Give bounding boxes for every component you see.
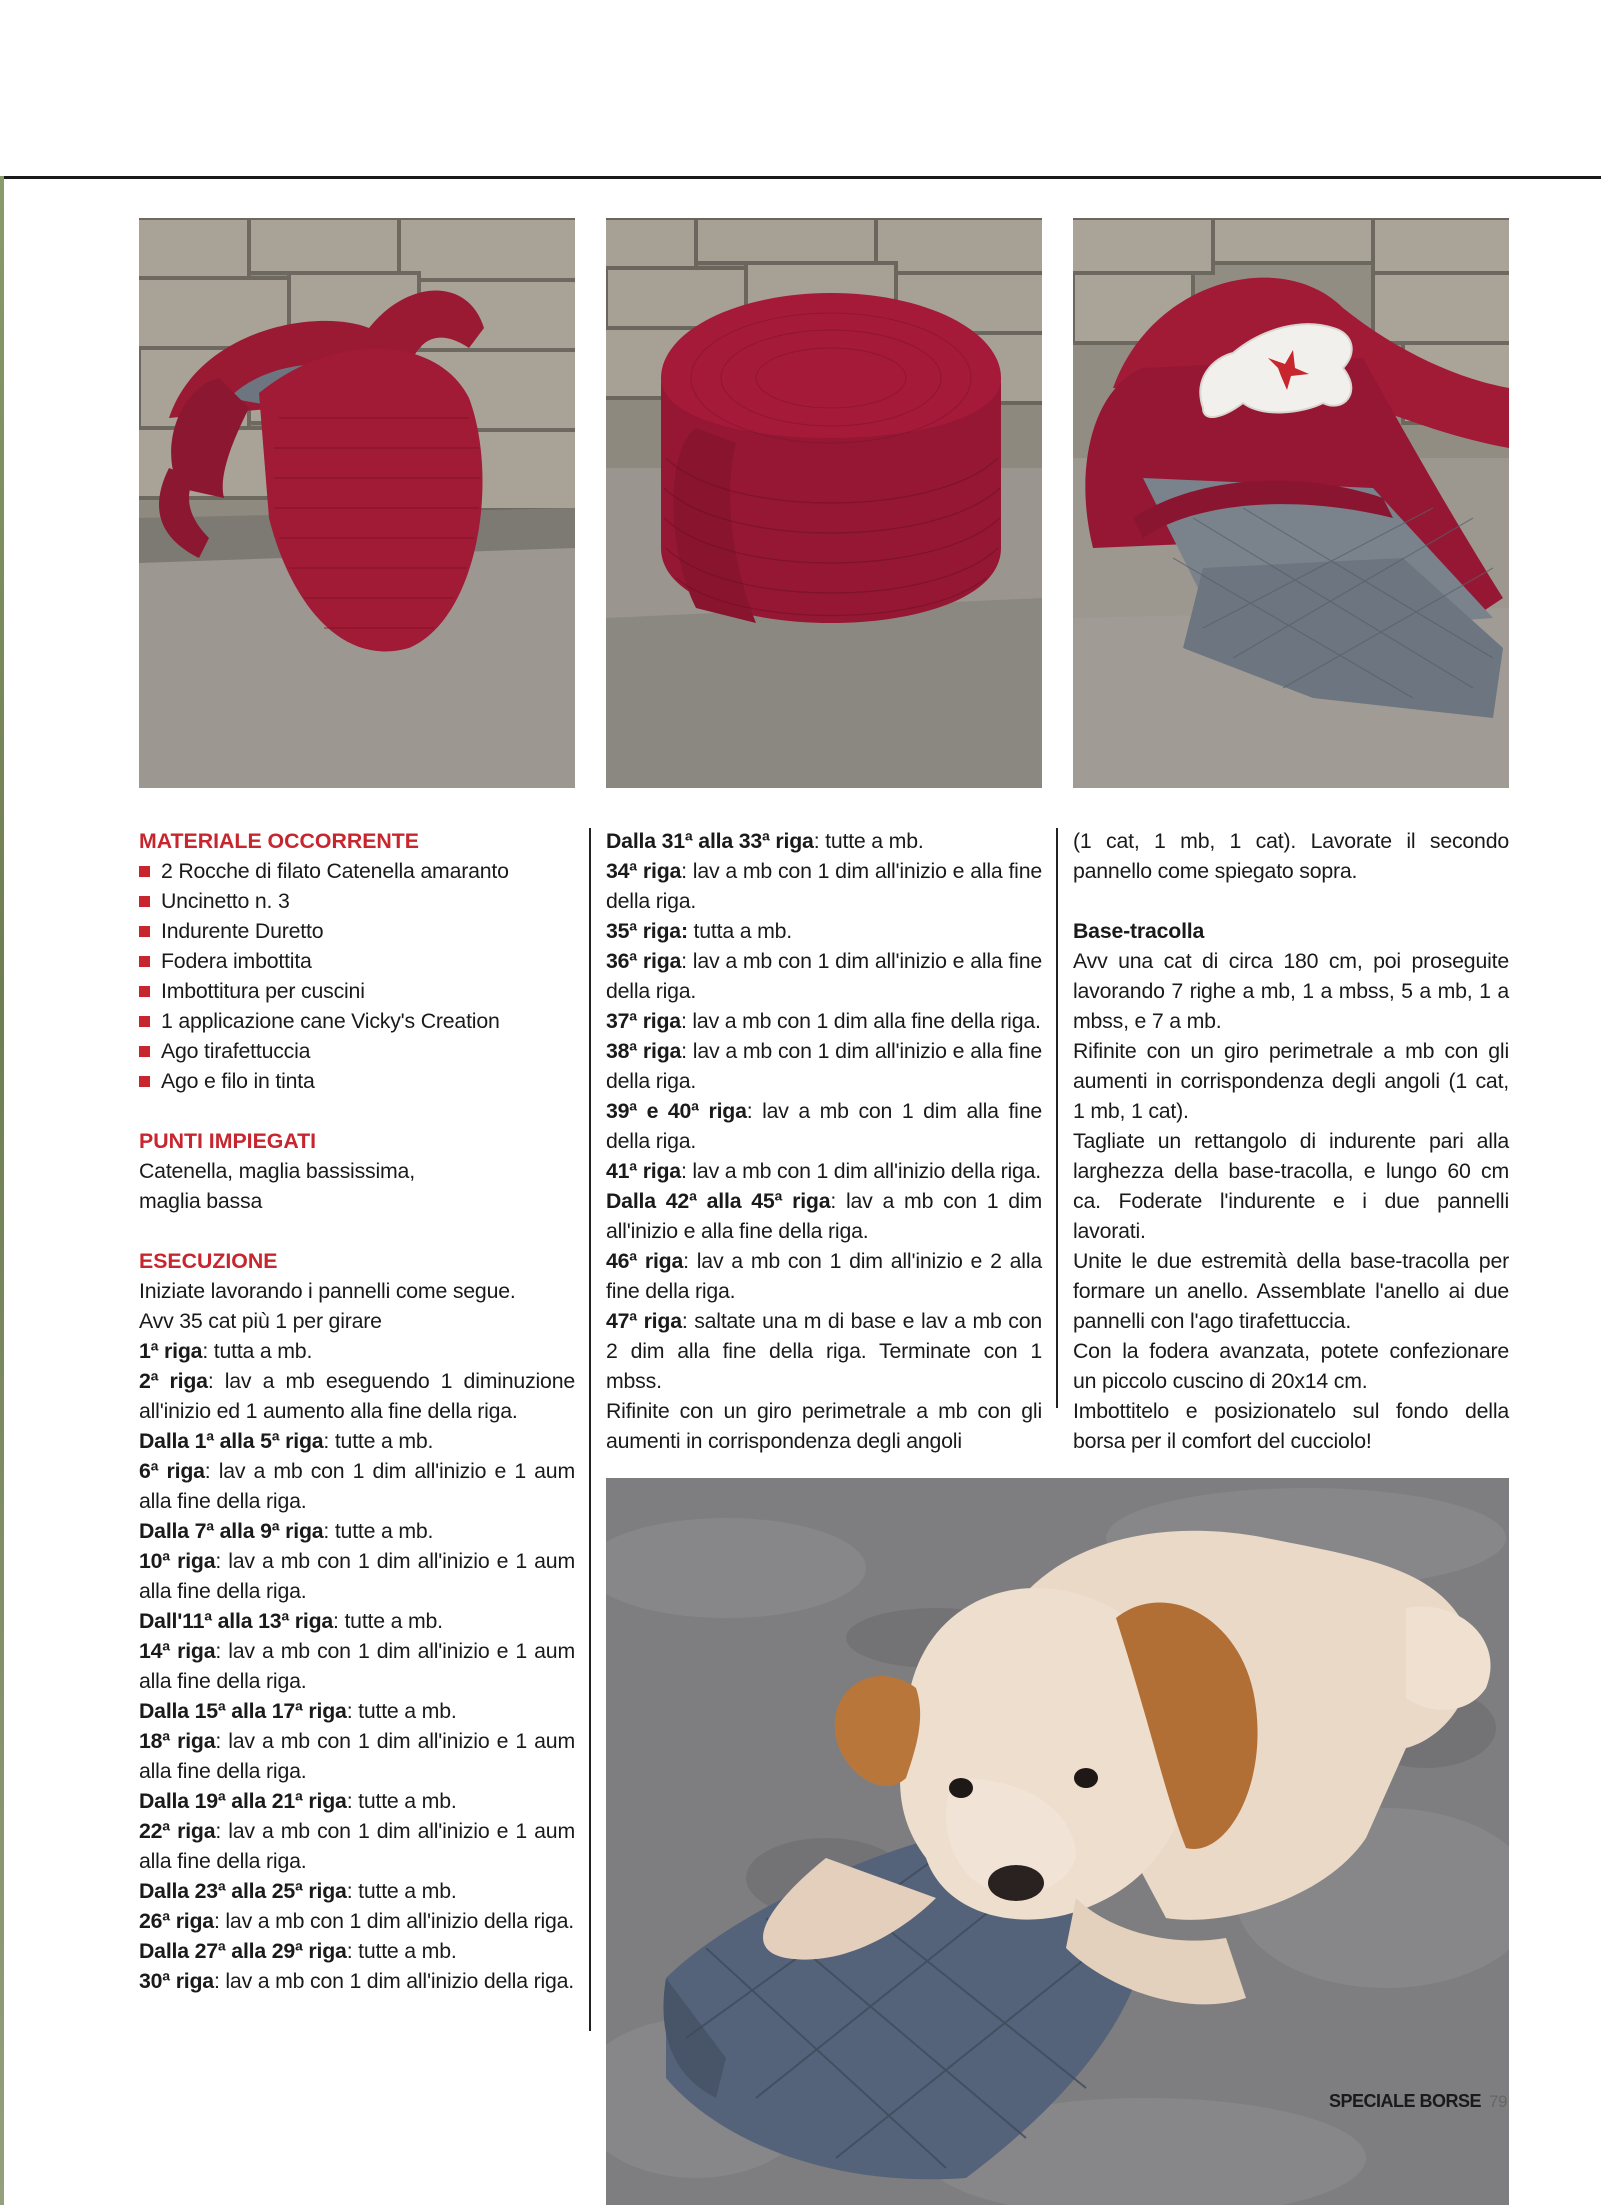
row-text: : tutte a mb.	[813, 829, 924, 853]
row-text: : lav a mb con 1 dim all'inizio e alla fine della riga.	[606, 949, 1042, 1003]
row-instruction	[139, 1966, 575, 1996]
row-instruction	[139, 1906, 575, 1936]
row-text: : lav a mb con 1 dim all'inizio della riga.	[680, 1159, 1042, 1183]
row-label: 35ª riga:	[606, 919, 688, 943]
row-instruction	[139, 1426, 575, 1456]
row-label: Dalla 27ª alla 29ª riga	[139, 1939, 347, 1963]
row-text: : tutte a mb.	[346, 1939, 457, 1963]
row-text: : tutte a mb.	[346, 1789, 457, 1813]
row-text: : tutte a mb.	[346, 1879, 457, 1903]
photo-bag-base	[606, 218, 1042, 788]
row-label: 36ª riga	[606, 949, 682, 973]
row-instruction	[606, 1006, 1042, 1036]
paragraph: Imbottitelo e posizionatelo sul fondo della borsa per il comfort del cucciolo!	[1073, 1399, 1509, 1453]
row-instruction	[139, 1456, 575, 1516]
row-instruction	[139, 1696, 575, 1726]
column-1	[139, 826, 575, 1996]
row-text: : saltate una m di base e lav a mb con 2 dim alla fine della riga. Terminate con 1 mbss.	[606, 1309, 1042, 1393]
column-3	[1073, 826, 1509, 1456]
row-text: : lav a mb con 1 dim alla fine della riga.	[606, 1099, 1042, 1153]
row-instruction	[139, 1876, 575, 1906]
row-label: 10ª riga	[139, 1549, 216, 1573]
paragraph: Unite le due estremità della base-tracolla per formare un anello. Assemblate l'anello ai due pannelli con l'ago tirafettuccia.	[1073, 1249, 1509, 1333]
finish-instruction: Rifinite con un giro perimetrale a mb con gli aumenti in corrispondenza degli angoli	[606, 1399, 1042, 1453]
row-instruction	[139, 1816, 575, 1876]
row-text: : lav a mb con 1 dim alla fine della riga.	[680, 1009, 1041, 1033]
row-label: 14ª riga	[139, 1639, 216, 1663]
paragraph: Tagliate un rettangolo di indurente pari alla larghezza della base-tracolla, e lungo 60 cm ca. Foderate l'indurente e i due pannelli lavorati.	[1073, 1129, 1509, 1243]
row-label: 22ª riga	[139, 1819, 216, 1843]
row-text: : lav a mb con 1 dim all'inizio e 1 aum alla fine della riga.	[139, 1819, 575, 1873]
row-text: : lav a mb con 1 dim all'inizio e 1 aum alla fine della riga.	[139, 1639, 575, 1693]
row-text: : lav a mb eseguendo 1 diminuzione all'inizio ed 1 aumento alla fine della riga.	[139, 1369, 575, 1423]
stitches-text: Catenella, maglia bassissima,	[139, 1159, 415, 1183]
material-item: Fodera imbottita	[139, 946, 575, 976]
row-label: Dalla 31ª alla 33ª riga	[606, 829, 814, 853]
column-rule-1	[589, 828, 591, 2031]
row-label: Dalla 42ª alla 45ª riga	[606, 1189, 831, 1213]
stitches-heading: PUNTI IMPIEGATI	[139, 1129, 317, 1153]
row-text: : tutte a mb.	[346, 1699, 457, 1723]
row-instruction	[139, 1366, 575, 1426]
row-instruction	[606, 1246, 1042, 1306]
row-instruction	[139, 1936, 575, 1966]
page-number: 79	[1489, 2092, 1507, 2111]
execution-intro: Avv 35 cat più 1 per girare	[139, 1309, 382, 1333]
row-text: : lav a mb con 1 dim all'inizio della riga.	[213, 1969, 575, 1993]
row-label: 30ª riga	[139, 1969, 214, 1993]
row-label: 39ª e 40ª riga	[606, 1099, 747, 1123]
row-text: : tutte a mb.	[323, 1519, 434, 1543]
row-text: : lav a mb con 1 dim all'inizio e 1 aum alla fine della riga.	[139, 1729, 575, 1783]
row-label: 26ª riga	[139, 1909, 214, 1933]
row-label: 47ª riga	[606, 1309, 682, 1333]
photo-bag-open	[1073, 218, 1509, 788]
row-instruction	[606, 916, 1042, 946]
column-2	[606, 826, 1042, 1456]
row-text: : lav a mb con 1 dim all'inizio e alla fine della riga.	[606, 1189, 1042, 1243]
row-text: : lav a mb con 1 dim all'inizio e alla fine della riga.	[606, 859, 1042, 913]
paragraph: Avv una cat di circa 180 cm, poi proseguite lavorando 7 righe a mb, 1 a mbss, 5 a mb, 1 a mbss, e 7 a mb.	[1073, 949, 1509, 1033]
row-instruction	[606, 1096, 1042, 1156]
row-instruction	[139, 1336, 575, 1366]
row-label: 1ª riga	[139, 1339, 203, 1363]
row-text: : tutte a mb.	[323, 1429, 434, 1453]
row-label: Dalla 1ª alla 5ª riga	[139, 1429, 324, 1453]
row-label: 46ª riga	[606, 1249, 684, 1273]
row-label: Dalla 7ª alla 9ª riga	[139, 1519, 324, 1543]
row-instruction	[139, 1636, 575, 1696]
row-label: 34ª riga	[606, 859, 682, 883]
row-text: : lav a mb con 1 dim all'inizio e 2 alla fine della riga.	[606, 1249, 1042, 1303]
page-footer	[1329, 2091, 1507, 2112]
row-instruction	[139, 1726, 575, 1786]
paragraph: Rifinite con un giro perimetrale a mb con gli aumenti in corrispondenza degli angoli (1 cat, 1 mb, 1 cat).	[1073, 1039, 1509, 1123]
row-instruction	[606, 1186, 1042, 1246]
execution-heading: ESECUZIONE	[139, 1249, 278, 1273]
row-instruction	[606, 1156, 1042, 1186]
row-instruction	[606, 946, 1042, 1006]
row-instruction	[139, 1606, 575, 1636]
row-label: Dall'11ª alla 13ª riga	[139, 1609, 334, 1633]
material-item: Uncinetto n. 3	[139, 886, 575, 916]
photo-bag-side	[139, 218, 575, 788]
row-instruction	[606, 856, 1042, 916]
row-instruction	[139, 1516, 575, 1546]
materials-heading: MATERIALE OCCORRENTE	[139, 829, 420, 853]
row-instruction	[606, 1036, 1042, 1096]
row-label: Dalla 23ª alla 25ª riga	[139, 1879, 347, 1903]
row-text: : lav a mb con 1 dim all'inizio e alla fine della riga.	[606, 1039, 1042, 1093]
row-label: 2ª riga	[139, 1369, 208, 1393]
row-label: 37ª riga	[606, 1009, 681, 1033]
base-strap-heading: Base-tracolla	[1073, 919, 1205, 943]
material-item: 1 applicazione cane Vicky's Creation	[139, 1006, 575, 1036]
page-edge	[0, 176, 4, 2205]
material-item: Indurente Duretto	[139, 916, 575, 946]
material-item: 2 Rocche di filato Catenella amaranto	[139, 856, 575, 886]
row-label: Dalla 15ª alla 17ª riga	[139, 1699, 347, 1723]
material-item: Ago tirafettuccia	[139, 1036, 575, 1066]
row-text: : lav a mb con 1 dim all'inizio e 1 aum alla fine della riga.	[139, 1459, 575, 1513]
row-label: 18ª riga	[139, 1729, 216, 1753]
row-label: 38ª riga	[606, 1039, 682, 1063]
row-label: Dalla 19ª alla 21ª riga	[139, 1789, 347, 1813]
material-item: Ago e filo in tinta	[139, 1066, 575, 1096]
row-text: : tutta a mb.	[202, 1339, 313, 1363]
row-instruction	[139, 1786, 575, 1816]
row-text: tutta a mb.	[687, 919, 792, 943]
row-instruction	[606, 1306, 1042, 1396]
row-instruction	[139, 1546, 575, 1606]
row-text: : lav a mb con 1 dim all'inizio e 1 aum alla fine della riga.	[139, 1549, 575, 1603]
stitches-text: maglia bassa	[139, 1189, 263, 1213]
paragraph: Con la fodera avanzata, potete confezionare un piccolo cuscino di 20x14 cm.	[1073, 1339, 1509, 1393]
execution-intro: Iniziate lavorando i pannelli come segue.	[139, 1279, 516, 1303]
column-rule-2	[1056, 828, 1058, 1408]
material-item: Imbottitura per cuscini	[139, 976, 575, 1006]
top-band	[0, 0, 1601, 179]
row-instruction	[606, 826, 1042, 856]
continuation-text: (1 cat, 1 mb, 1 cat). Lavorate il secondo pannello come spiegato sopra.	[1073, 829, 1509, 883]
row-text: : lav a mb con 1 dim all'inizio della riga.	[213, 1909, 575, 1933]
section-name: SPECIALE BORSE	[1329, 2091, 1482, 2111]
row-label: 41ª riga	[606, 1159, 681, 1183]
row-text: : tutte a mb.	[333, 1609, 443, 1633]
row-label: 6ª riga	[139, 1459, 205, 1483]
